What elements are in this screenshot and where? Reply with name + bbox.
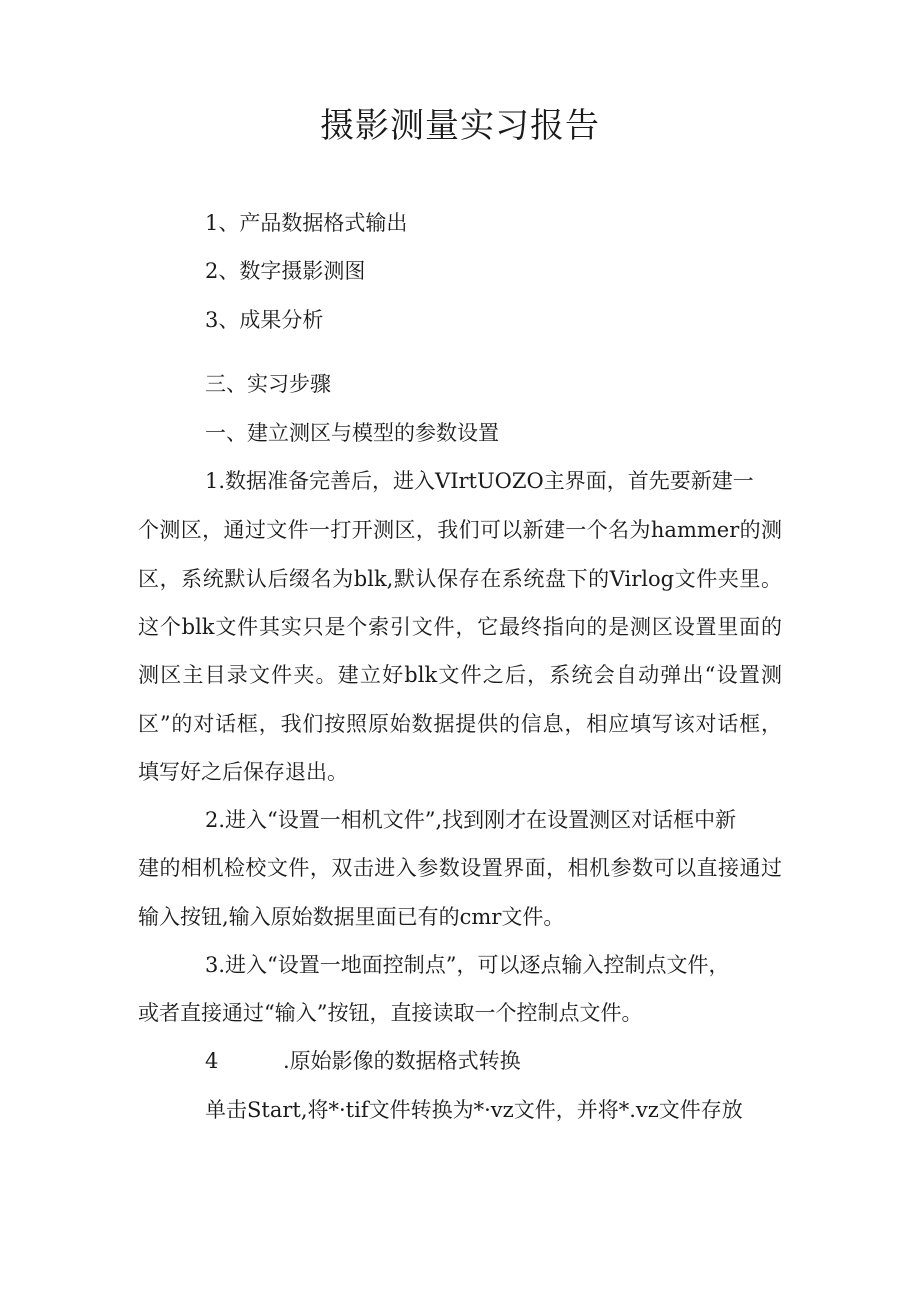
paragraph-line: 单击Start,将*·tif文件转换为*·vz文件，并将*.vz文件存放 [205,1098,743,1122]
paragraph-line: 2.进入“设置一相机文件”,找到刚才在设置测区对话框中新 [205,808,737,832]
paragraph-line: 或者直接通过“输入”按钮，直接读取一个控制点文件。 [138,1001,643,1025]
paragraph-line: 个测区，通过文件一打开测区，我们可以新建一个名为hammer的测 [138,518,782,542]
paragraph-line: 区，系统默认后缀名为blk,默认保存在系统盘下的Virlog文件夹里。 [138,567,782,591]
paragraph-line: 填写好之后保存退出。 [138,760,348,784]
list-item: 2、数字摄影测图 [205,259,366,283]
paragraph-line: 输入按钮,输入原始数据里面已有的cmr文件。 [138,905,565,929]
paragraph-line: 这个blk文件其实只是个索引文件，它最终指向的是测区设置里面的 [138,615,782,639]
document-title: 摄影测量实习报告 [320,106,600,146]
step-number: 4 [205,1049,219,1073]
paragraph-line: 区”的对话框，我们按照原始数据提供的信息，相应填写该对话框， [138,712,782,736]
paragraph-line: 建的相机检校文件，双击进入参数设置界面，相机参数可以直接通过 [138,856,782,880]
list-item: 1、产品数据格式输出 [205,211,408,235]
paragraph-line: 测区主目录文件夹。建立好blk文件之后，系统会自动弹出“设置测 [138,663,782,687]
section-heading: 三、实习步骤 [205,372,331,396]
list-item: 3、成果分析 [205,308,324,332]
step-heading: .原始影像的数据格式转换 [283,1049,521,1073]
subsection-heading: 一、建立测区与模型的参数设置 [205,421,499,445]
paragraph-line: 3.进入“设置一地面控制点”，可以逐点输入控制点文件， [205,953,730,977]
paragraph-line: 1.数据准备完善后，进入VIrtUOZO主界面，首先要新建一 [205,469,754,493]
